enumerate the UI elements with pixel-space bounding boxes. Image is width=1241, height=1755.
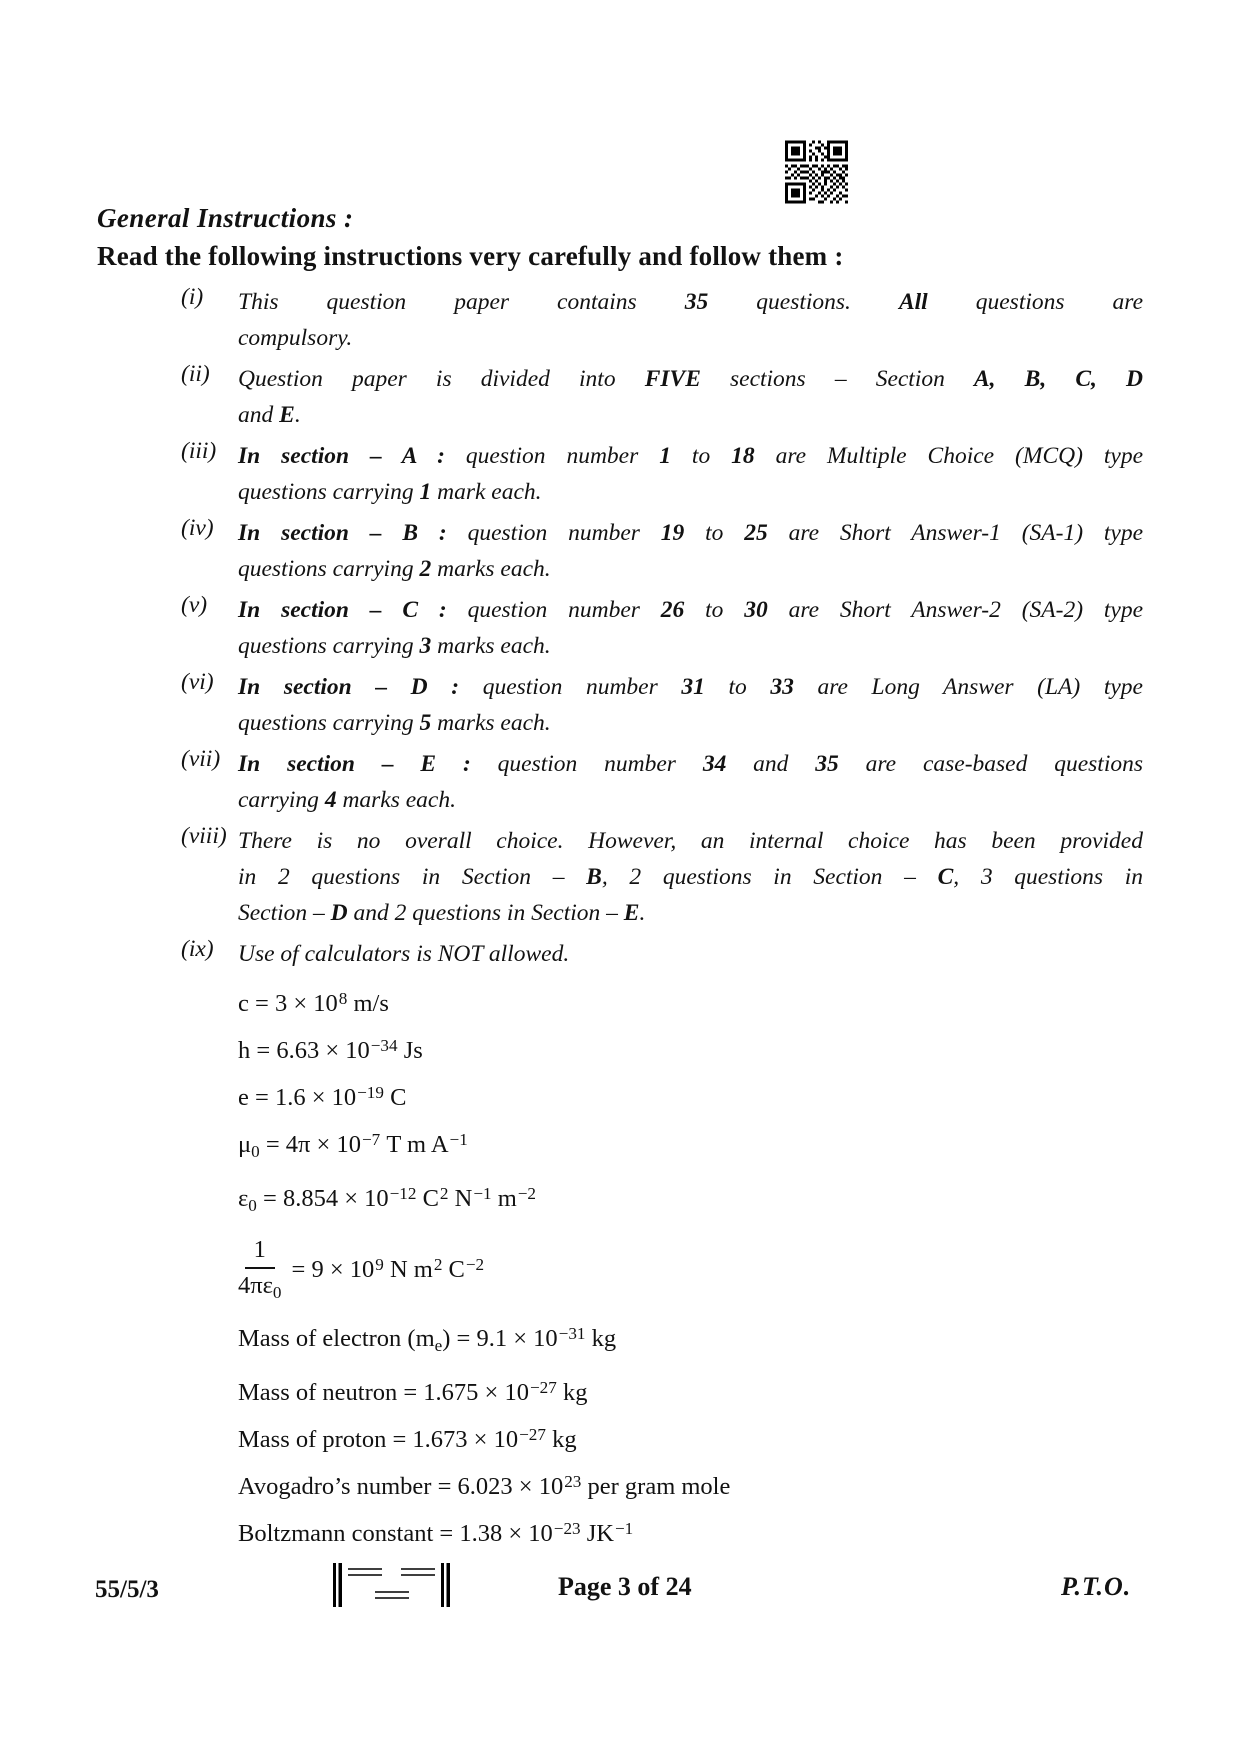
constant-line: $h = 6.63 \times 10^{-34}$ Js xyxy=(238,1036,423,1064)
instruction-item xyxy=(97,936,1143,972)
instruction-number: (v) xyxy=(181,592,208,618)
constant-line: Avogadro’s number = $6.023 \times 10^{23}$ per gram mole xyxy=(238,1472,731,1500)
instruction-text xyxy=(238,438,1143,510)
instruction-number: (ix) xyxy=(181,936,214,962)
instruction-line: In section – B : question number 19 to 25 are Short Answer-1 (SA-1) type xyxy=(238,520,1144,546)
read-instructions-subheading: Read the following instructions very carefully and follow them : xyxy=(97,241,844,271)
constant-line: Mass of electron $(m_e) = 9.1 \times 10^{-31}$ kg xyxy=(238,1324,617,1355)
fraction-denominator: $4\pi\varepsilon_0$ xyxy=(238,1272,282,1302)
constant-line: $e = 1.6 \times 10^{-19}$ C xyxy=(238,1083,407,1111)
fraction-value: = $9 \times 10^9$ N $m^2$ $C^{-2}$ xyxy=(291,1255,485,1283)
constant-line: Mass of neutron = $1.675 \times 10^{-27}$ kg xyxy=(238,1378,588,1406)
instruction-text xyxy=(238,669,1143,741)
instruction-line: There is no overall choice. However, an internal choice has been provided xyxy=(238,828,1143,854)
instruction-item xyxy=(97,515,1143,587)
instruction-text xyxy=(238,823,1143,931)
instruction-text xyxy=(238,936,1143,972)
page-content xyxy=(97,203,1143,1560)
instruction-number: (iv) xyxy=(181,515,214,541)
instruction-line: questions carrying 1 mark each. xyxy=(238,479,542,505)
instruction-item xyxy=(97,361,1143,433)
instruction-line: Question paper is divided into FIVE sections – Section A, B, C, D xyxy=(238,366,1143,392)
constant-line: Boltzmann constant = $1.38 \times 10^{-23}$ $JK^{-1}$ xyxy=(238,1519,634,1547)
instruction-number: (vii) xyxy=(181,746,221,772)
constant-line: Mass of proton = $1.673 \times 10^{-27}$ kg xyxy=(238,1425,577,1453)
fraction-numerator: 1 xyxy=(245,1236,275,1269)
instruction-number: (iii) xyxy=(181,438,217,464)
instruction-line: In section – D : question number 31 to 33 are Long Answer (LA) type xyxy=(238,674,1143,700)
constants-list xyxy=(238,983,1143,1549)
instruction-item xyxy=(97,746,1143,818)
instruction-item xyxy=(97,823,1143,931)
pto-label: P.T.O. xyxy=(1061,1572,1132,1601)
instructions-list xyxy=(97,284,1143,972)
constant-fraction-line xyxy=(238,1236,1143,1303)
instruction-number: (i) xyxy=(181,284,204,310)
instruction-line: questions carrying 3 marks each. xyxy=(238,633,551,659)
instruction-item xyxy=(97,669,1143,741)
instruction-line: Use of calculators is NOT allowed. xyxy=(238,941,570,967)
instruction-line: in 2 questions in Section – B, 2 questions in Section – C, 3 questions in xyxy=(238,864,1143,890)
instruction-text xyxy=(238,592,1143,664)
instruction-text xyxy=(238,361,1143,433)
instruction-line: compulsory. xyxy=(238,325,353,351)
barcode-right-bar xyxy=(441,1563,450,1607)
instruction-number: (ii) xyxy=(181,361,210,387)
paper-code: 55/5/3 xyxy=(95,1576,159,1603)
instruction-item xyxy=(97,284,1143,356)
instruction-number: (vi) xyxy=(181,669,214,695)
qr-code-icon xyxy=(785,138,848,206)
instruction-text xyxy=(238,746,1143,818)
page-number: Page 3 of 24 xyxy=(558,1572,692,1601)
constant-line: $\mu_0 = 4\pi \times 10^{-7}$ T m $A^{-1}$ xyxy=(238,1130,468,1161)
instruction-line: and E. xyxy=(238,402,301,428)
instruction-text xyxy=(238,284,1143,356)
fraction xyxy=(238,1236,282,1303)
instruction-line: Section – D and 2 questions in Section – E. xyxy=(238,900,646,926)
instruction-item xyxy=(97,438,1143,510)
barcode-left-bar xyxy=(333,1563,342,1607)
instruction-number: (viii) xyxy=(181,823,227,849)
instruction-item xyxy=(97,592,1143,664)
instruction-line: questions carrying 5 marks each. xyxy=(238,710,551,736)
instruction-line: This question paper contains 35 questions. All questions are xyxy=(238,289,1144,315)
barcode-mark xyxy=(348,1568,382,1576)
constant-line: $c = 3 \times 10^8$ m/s xyxy=(238,989,389,1017)
instruction-line: carrying 4 marks each. xyxy=(238,787,456,813)
barcode-mark xyxy=(401,1568,435,1576)
instruction-line: In section – E : question number 34 and 35 are case-based questions xyxy=(238,751,1143,777)
barcode-mark xyxy=(375,1591,409,1599)
constant-line: $\varepsilon_0 = 8.854 \times 10^{-12}$ $C^2$ $N^{-1}$ $m^{-2}$ xyxy=(238,1184,537,1215)
instruction-line: In section – C : question number 26 to 30 are Short Answer-2 (SA-2) type xyxy=(238,597,1144,623)
barcode-icon xyxy=(333,1563,450,1607)
instruction-line: questions carrying 2 marks each. xyxy=(238,556,551,582)
instruction-text xyxy=(238,515,1143,587)
general-instructions-heading: General Instructions : xyxy=(97,203,354,233)
instruction-line: In section – A : question number 1 to 18 are Multiple Choice (MCQ) type xyxy=(238,443,1144,469)
